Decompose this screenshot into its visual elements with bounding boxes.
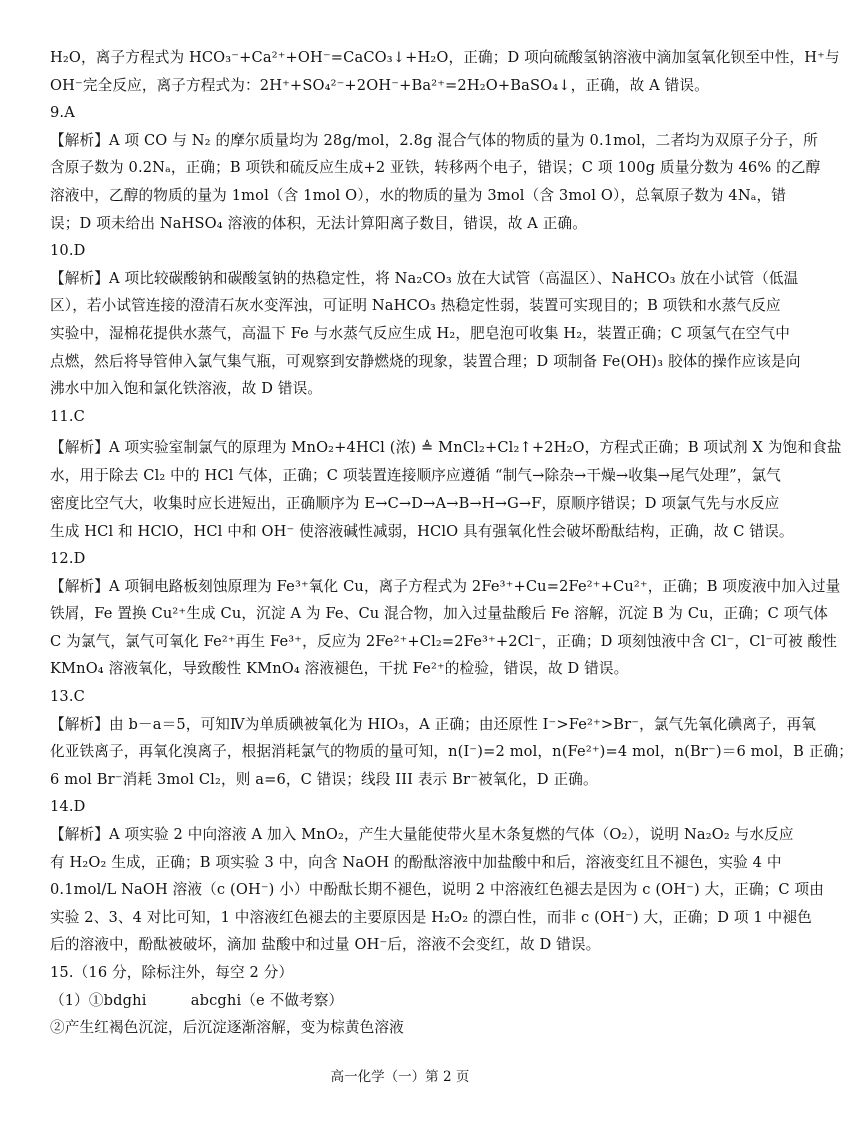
text-line: KMnO₄ 溶液氧化，导致酸性 KMnO₄ 溶液褪色，干扰 Fe²⁺的检验，错误，故 D 错误。 — [50, 660, 629, 678]
question-number: 12.D — [50, 550, 86, 568]
text-line: 化亚铁离子，再氧化溴离子，根据消耗氯气的物质的量可知，n(I⁻)=2 mol，n(Fe²⁺)=4 mol，n(Br⁻)＝6 mol，B 正确； — [50, 743, 853, 761]
question-number: 15.（16 分，除标注外，每空 2 分） — [50, 964, 294, 981]
text-line: 【解析】A 项实验 2 中向溶液 A 加入 MnO₂，产生大量能使带火星木条复燃的气体（O₂），说明 Na₂O₂ 与水反应 — [50, 826, 794, 844]
text-line: 生成 HCl 和 HClO，HCl 中和 OH⁻ 使溶液碱性减弱，HClO 具有强氧化性会破坏酚酞结构，正确，故 C 错误。 — [50, 522, 794, 540]
text-line: 6 mol Br⁻消耗 3mol Cl₂，则 a=6，C 错误；线段 III 表示 Br⁻被氧化，D 正确。 — [50, 770, 598, 788]
text-line: 【解析】由 b－a＝5，可知Ⅳ为单质碘被氧化为 HIO₃，A 正确；由还原性 I⁻>Fe²⁺>Br⁻，氯气先氧化碘离子，再氧 — [50, 715, 817, 733]
text-line: ②产生红褐色沉淀，后沉淀逐渐溶解，变为棕黄色溶液 — [50, 1019, 404, 1037]
text-line: 铁屑，Fe 置换 Cu²⁺生成 Cu，沉淀 A 为 Fe、Cu 混合物，加入过量盐酸后 Fe 溶解，沉淀 B 为 Cu，正确；C 项气体 — [50, 605, 829, 623]
document-body — [50, 44, 853, 1042]
page-footer: 高一化学（一）第 2 页 — [330, 1069, 470, 1085]
text-line: 实验 2、3、4 对比可知，1 中溶液红色褪去的主要原因是 H₂O₂ 的漂白性，而非 c (OH⁻) 大，正确；D 项 1 中褪色 — [50, 908, 812, 926]
text-line: 【解析】A 项铜电路板刻蚀原理为 Fe³⁺氧化 Cu，离子方程式为 2Fe³⁺+Cu=2Fe²⁺+Cu²⁺，正确；B 项废液中加入过量 — [50, 577, 841, 595]
text-line: 密度比空气大，收集时应长进短出，正确顺序为 E→C→D→A→B→H→G→F，原顺序错误；D 项氯气先与水反应 — [50, 494, 780, 512]
text-line: 后的溶液中，酚酞被破坏，滴加 盐酸中和过量 OH⁻后，溶液不会变红，故 D 错误。 — [50, 936, 601, 954]
text-line: 【解析】A 项比较碳酸钠和碳酸氢钠的热稳定性，将 Na₂CO₃ 放在大试管（高温区）、NaHCO₃ 放在小试管（低温 — [50, 269, 799, 287]
text-line: C 为氯气，氯气可氧化 Fe²⁺再生 Fe³⁺，反应为 2Fe²⁺+Cl₂=2Fe³⁺+2Cl⁻，正确；D 项刻蚀液中含 Cl⁻，Cl⁻可被 酸性 — [50, 632, 838, 650]
text-line: （1）①bdghi abcghi（e 不做考察） — [50, 991, 344, 1009]
question-number: 11.C — [50, 407, 85, 425]
text-line: 【解析】A 项实验室制氯气的原理为 MnO₂+4HCl (浓) ≜ MnCl₂+Cl₂↑+2H₂O，方程式正确；B 项试剂 X 为饱和食盐 — [50, 439, 842, 457]
text-line: 点燃，然后将导管伸入氯气集气瓶，可观察到安静燃烧的现象，装置合理；D 项制备 Fe(OH)₃ 胶体的操作应该是向 — [50, 352, 801, 370]
text-line: H₂O，离子方程式为 HCO₃⁻+Ca²⁺+OH⁻=CaCO₃↓+H₂O，正确；D 项向硫酸氢钠溶液中滴加氢氧化钡至中性，H⁺与 — [50, 49, 840, 66]
text-line: 0.1mol/L NaOH 溶液（c (OH⁻) 小）中酚酞长期不褪色，说明 2 中溶液红色褪去是因为 c (OH⁻) 大，正确；C 项由 — [50, 881, 824, 899]
text-line: 溶液中，乙醇的物质的量为 1mol（含 1mol O），水的物质的量为 3mol（含 3mol O），总氧原子数为 4Nₐ，错 — [50, 186, 787, 204]
question-number: 14.D — [50, 798, 86, 816]
text-line: 区），若小试管连接的澄清石灰水变浑浊，可证明 NaHCO₃ 热稳定性弱，装置可实现目的；B 项铁和水蒸气反应 — [50, 297, 781, 315]
text-line: 有 H₂O₂ 生成，正确；B 项实验 3 中，向含 NaOH 的酚酞溶液中加盐酸中和后，溶液变红且不褪色，实验 4 中 — [50, 853, 782, 871]
question-number: 10.D — [50, 242, 86, 260]
question-number: 13.C — [50, 688, 85, 706]
text-line: 误；D 项未给出 NaHSO₄ 溶液的体积，无法计算阳离子数目，错误，故 A 正确。 — [50, 214, 587, 232]
question-number: 9.A — [50, 104, 75, 122]
text-line: 水，用于除去 Cl₂ 中的 HCl 气体，正确；C 项装置连接顺序应遵循 “制气→除杂→干燥→收集→尾气处理”，氯气 — [50, 467, 781, 485]
text-line: 实验中，湿棉花提供水蒸气，高温下 Fe 与水蒸气反应生成 H₂，肥皂泡可收集 H₂，装置正确；C 项氢气在空气中 — [50, 324, 791, 342]
text-line: 含原子数为 0.2Nₐ，正确；B 项铁和硫反应生成+2 亚铁，转移两个电子，错误；C 项 100g 质量分数为 46% 的乙醇 — [50, 159, 821, 177]
text-line: 【解析】A 项 CO 与 N₂ 的摩尔质量均为 28g/mol，2.8g 混合气体的物质的量为 0.1mol，二者均为双原子分子，所 — [50, 131, 818, 149]
text-line: 沸水中加入饱和氯化铁溶液，故 D 错误。 — [50, 380, 323, 398]
text-line: OH⁻完全反应，离子方程式为：2H⁺+SO₄²⁻+2OH⁻+Ba²⁺=2H₂O+BaSO₄↓，正确，故 A 错误。 — [50, 76, 709, 94]
